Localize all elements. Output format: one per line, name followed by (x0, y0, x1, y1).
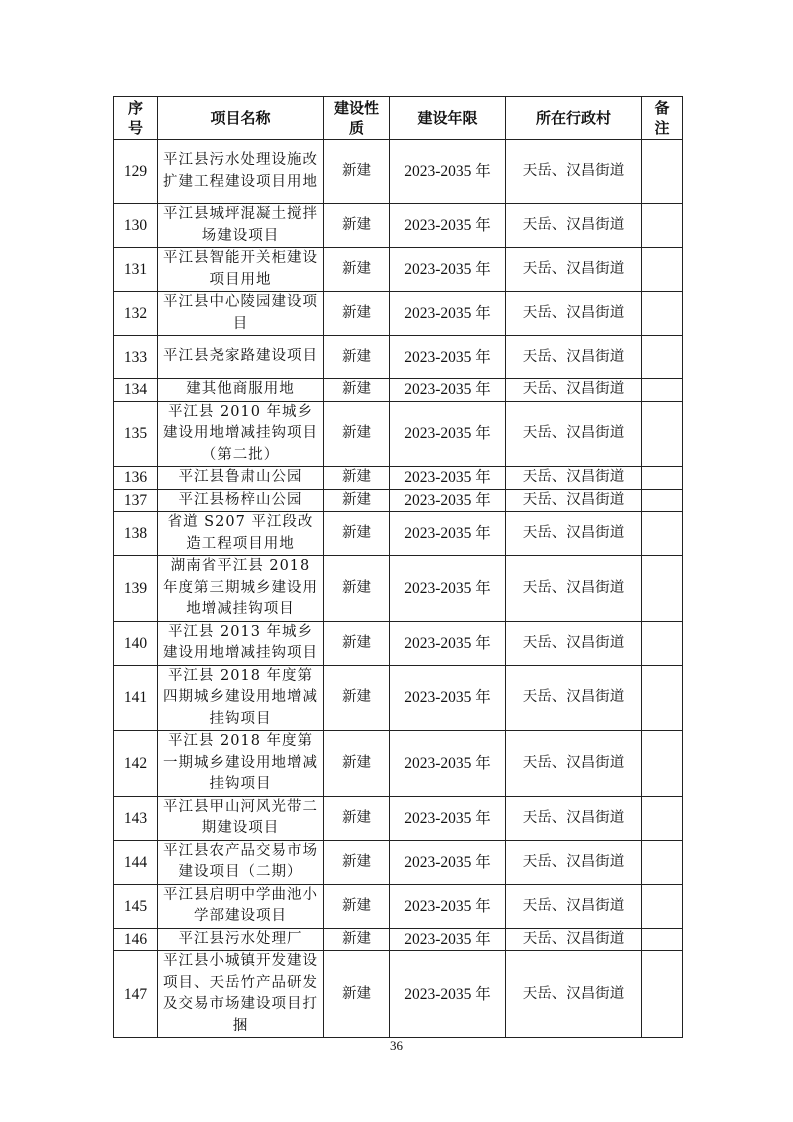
cell-note (642, 928, 683, 951)
cell-type: 新建 (324, 621, 390, 665)
cell-village: 天岳、汉昌街道 (506, 928, 642, 951)
cell-period: 2023-2035 年 (390, 489, 506, 512)
table-row (114, 336, 683, 379)
cell-period: 2023-2035 年 (390, 379, 506, 402)
cell-village: 天岳、汉昌街道 (506, 840, 642, 884)
cell-period: 2023-2035 年 (390, 204, 506, 248)
page-number: 36 (390, 1038, 403, 1053)
cell-note (642, 884, 683, 928)
cell-period: 2023-2035 年 (390, 248, 506, 292)
table-row (114, 840, 683, 884)
cell-name: 平江县污水处理厂 (158, 928, 324, 951)
cell-period: 2023-2035 年 (390, 796, 506, 840)
cell-period: 2023-2035 年 (390, 401, 506, 467)
table-row (114, 248, 683, 292)
cell-period: 2023-2035 年 (390, 884, 506, 928)
cell-type: 新建 (324, 840, 390, 884)
cell-village: 天岳、汉昌街道 (506, 467, 642, 490)
cell-note (642, 379, 683, 402)
cell-note (642, 204, 683, 248)
cell-name: 省道 S207 平江段改造工程项目用地 (158, 512, 324, 556)
cell-seq: 143 (114, 796, 158, 840)
cell-seq: 137 (114, 489, 158, 512)
cell-village: 天岳、汉昌街道 (506, 731, 642, 797)
cell-period: 2023-2035 年 (390, 140, 506, 204)
cell-village: 天岳、汉昌街道 (506, 621, 642, 665)
cell-note (642, 248, 683, 292)
project-table (113, 96, 683, 1038)
table-row (114, 292, 683, 336)
cell-seq: 140 (114, 621, 158, 665)
table-row (114, 556, 683, 622)
cell-period: 2023-2035 年 (390, 512, 506, 556)
cell-note (642, 665, 683, 731)
table-row (114, 467, 683, 490)
cell-period: 2023-2035 年 (390, 467, 506, 490)
cell-period: 2023-2035 年 (390, 556, 506, 622)
cell-seq: 136 (114, 467, 158, 490)
cell-village: 天岳、汉昌街道 (506, 665, 642, 731)
cell-type: 新建 (324, 951, 390, 1038)
cell-period: 2023-2035 年 (390, 336, 506, 379)
cell-name: 平江县中心陵园建设项目 (158, 292, 324, 336)
header-note: 备注 (642, 97, 683, 140)
cell-seq: 131 (114, 248, 158, 292)
cell-village: 天岳、汉昌街道 (506, 292, 642, 336)
cell-seq: 135 (114, 401, 158, 467)
cell-seq: 141 (114, 665, 158, 731)
cell-name: 平江县农产品交易市场建设项目（二期） (158, 840, 324, 884)
table-row (114, 884, 683, 928)
cell-seq: 134 (114, 379, 158, 402)
cell-period: 2023-2035 年 (390, 731, 506, 797)
table-row (114, 731, 683, 797)
cell-type: 新建 (324, 204, 390, 248)
cell-village: 天岳、汉昌街道 (506, 204, 642, 248)
table-row (114, 621, 683, 665)
table-row (114, 665, 683, 731)
cell-name: 平江县 2018 年度第四期城乡建设用地增减挂钩项目 (158, 665, 324, 731)
cell-village: 天岳、汉昌街道 (506, 489, 642, 512)
table-row (114, 379, 683, 402)
cell-village: 天岳、汉昌街道 (506, 336, 642, 379)
cell-name: 建其他商服用地 (158, 379, 324, 402)
cell-note (642, 489, 683, 512)
cell-type: 新建 (324, 292, 390, 336)
cell-type: 新建 (324, 556, 390, 622)
cell-name: 平江县启明中学曲池小学部建设项目 (158, 884, 324, 928)
cell-name: 平江县城坪混凝土搅拌场建设项目 (158, 204, 324, 248)
cell-village: 天岳、汉昌街道 (506, 796, 642, 840)
cell-seq: 132 (114, 292, 158, 336)
cell-seq: 133 (114, 336, 158, 379)
cell-period: 2023-2035 年 (390, 928, 506, 951)
cell-name: 平江县 2013 年城乡建设用地增减挂钩项目 (158, 621, 324, 665)
cell-period: 2023-2035 年 (390, 951, 506, 1038)
cell-note (642, 512, 683, 556)
cell-village: 天岳、汉昌街道 (506, 140, 642, 204)
cell-note (642, 140, 683, 204)
cell-note (642, 401, 683, 467)
table-body (114, 140, 683, 1038)
cell-village: 天岳、汉昌街道 (506, 556, 642, 622)
cell-name: 平江县甲山河风光带二期建设项目 (158, 796, 324, 840)
cell-period: 2023-2035 年 (390, 621, 506, 665)
cell-note (642, 556, 683, 622)
cell-village: 天岳、汉昌街道 (506, 401, 642, 467)
header-village: 所在行政村 (506, 97, 642, 140)
table-row (114, 796, 683, 840)
cell-name: 平江县鲁肃山公园 (158, 467, 324, 490)
cell-seq: 144 (114, 840, 158, 884)
cell-seq: 142 (114, 731, 158, 797)
cell-type: 新建 (324, 512, 390, 556)
header-period: 建设年限 (390, 97, 506, 140)
cell-type: 新建 (324, 489, 390, 512)
header-seq: 序号 (114, 97, 158, 140)
cell-seq: 147 (114, 951, 158, 1038)
cell-seq: 138 (114, 512, 158, 556)
cell-seq: 139 (114, 556, 158, 622)
cell-village: 天岳、汉昌街道 (506, 248, 642, 292)
cell-name: 平江县 2018 年度第一期城乡建设用地增减挂钩项目 (158, 731, 324, 797)
cell-village: 天岳、汉昌街道 (506, 379, 642, 402)
table-row (114, 140, 683, 204)
cell-name: 湖南省平江县 2018 年度第三期城乡建设用地增减挂钩项目 (158, 556, 324, 622)
cell-type: 新建 (324, 467, 390, 490)
table-row (114, 204, 683, 248)
cell-note (642, 467, 683, 490)
table-row (114, 512, 683, 556)
cell-seq: 130 (114, 204, 158, 248)
table-row (114, 401, 683, 467)
header-type: 建设性质 (324, 97, 390, 140)
cell-period: 2023-2035 年 (390, 665, 506, 731)
cell-note (642, 621, 683, 665)
cell-type: 新建 (324, 884, 390, 928)
cell-type: 新建 (324, 248, 390, 292)
cell-period: 2023-2035 年 (390, 292, 506, 336)
cell-type: 新建 (324, 928, 390, 951)
cell-type: 新建 (324, 665, 390, 731)
cell-name: 平江县智能开关柜建设项目用地 (158, 248, 324, 292)
table-header-row (114, 97, 683, 140)
cell-village: 天岳、汉昌街道 (506, 951, 642, 1038)
cell-note (642, 336, 683, 379)
cell-note (642, 951, 683, 1038)
cell-name: 平江县污水处理设施改扩建工程建设项目用地 (158, 140, 324, 204)
cell-type: 新建 (324, 401, 390, 467)
cell-village: 天岳、汉昌街道 (506, 884, 642, 928)
cell-type: 新建 (324, 796, 390, 840)
cell-seq: 129 (114, 140, 158, 204)
header-name: 项目名称 (158, 97, 324, 140)
cell-name: 平江县小城镇开发建设项目、天岳竹产品研发及交易市场建设项目打捆 (158, 951, 324, 1038)
cell-note (642, 796, 683, 840)
cell-period: 2023-2035 年 (390, 840, 506, 884)
cell-note (642, 731, 683, 797)
table-row (114, 489, 683, 512)
cell-seq: 146 (114, 928, 158, 951)
cell-village: 天岳、汉昌街道 (506, 512, 642, 556)
cell-type: 新建 (324, 140, 390, 204)
cell-type: 新建 (324, 731, 390, 797)
cell-name: 平江县 2010 年城乡建设用地增减挂钩项目（第二批） (158, 401, 324, 467)
table-row (114, 951, 683, 1038)
cell-name: 平江县杨梓山公园 (158, 489, 324, 512)
cell-type: 新建 (324, 336, 390, 379)
cell-type: 新建 (324, 379, 390, 402)
cell-seq: 145 (114, 884, 158, 928)
cell-note (642, 840, 683, 884)
cell-name: 平江县尧家路建设项目 (158, 336, 324, 379)
cell-note (642, 292, 683, 336)
table-row (114, 928, 683, 951)
